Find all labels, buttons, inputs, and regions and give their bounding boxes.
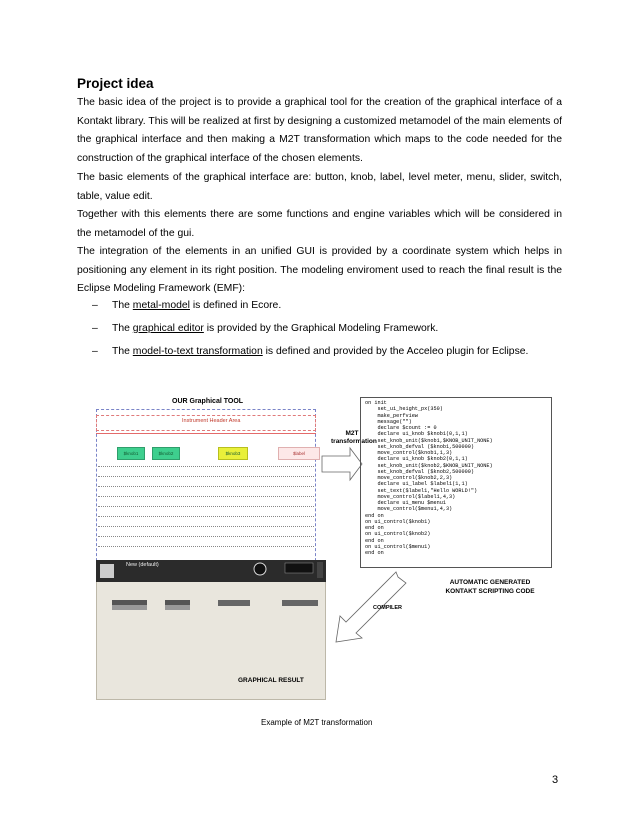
menu-widget — [218, 600, 250, 606]
slider-icon — [317, 562, 323, 578]
paragraph-integration: The integration of the elements in an unified GUI is provided by a coordinate system which helps in positioning any element in its right position. The modeling enviroment used to reach the final result is the Eclipse Modeling Framework (EMF): — [77, 246, 562, 295]
meter-icon — [285, 563, 313, 573]
instrument-icon — [100, 564, 114, 578]
bullet-item: – The model-to-text transformation is defined and provided by the Acceleo plugin for Eclipse. — [92, 346, 529, 357]
paragraph-functions: Together with this elements there are some functions and engine variables which will be considered in the metamodel of the gui. — [77, 209, 562, 239]
figure-caption: Example of M2T transformation — [261, 718, 373, 727]
m2t-label: M2T transformation — [331, 430, 377, 445]
knob-element: $knob2 — [152, 447, 180, 460]
kontakt-code-caption: AUTOMATIC GENERATED KONTAKT SCRIPTING CODE — [445, 579, 535, 595]
kontakt-code-block: on init set_ui_height_px(350) make_perfview message("") declare $count := 0 declare ui_knob $knob1(0,1,1) set_knob_unit($knob1,$KNOB_UNIT_NONE) set_knob_defval ($knob1,500000) move_control($knob1,1,3) declare ui_knob $knob2(0,1,1) set_knob_unit($knob2,$KNOB_UNIT_NONE) set_knob_defval ($knob2,500000) move_control($knob2,2,3) declare ui_label $label1(1,1) set_text($label1,"Hello WORLD!") move_control($label1,4,3) declare ui_menu $menu1 move_control($menu1,4,3) end on on ui_control($knob1) end on on ui_control($knob2) end on on ui_control($menu1) end on — [360, 397, 552, 568]
paragraph-elements: The basic elements of the graphical interface are: button, knob, label, level meter, menu, slider, switch, table, value edit. — [77, 172, 562, 202]
graphical-result-title: GRAPHICAL RESULT — [238, 677, 304, 684]
bullet-item: – The graphical editor is provided by the Graphical Modeling Framework. — [92, 323, 439, 334]
knob-element: $knob1 — [117, 447, 145, 460]
graphical-editor-link[interactable]: graphical editor — [132, 323, 204, 334]
label-widget — [282, 600, 318, 606]
compiler-label: COMPILER — [373, 605, 403, 611]
knob-widget — [112, 600, 147, 605]
knob-widget-value — [112, 605, 147, 610]
section-heading: Project idea — [77, 76, 154, 91]
m2t-link[interactable]: model-to-text transformation — [132, 346, 263, 357]
metal-model-link[interactable]: metal-model — [132, 300, 190, 311]
tool-title: OUR Graphical TOOL — [172, 398, 244, 405]
header-area-label: Instrument Header Area — [182, 418, 241, 424]
paragraph-intro: The basic idea of the project is to provide a graphical tool for the creation of the graphical interface of a Kontakt library. This will be realized at first by designing a customized metamodel of the main elements of the graphical interface and then making a M2T transformation which maps to the code needed for the construction of the graphical interface of the chosen elements. — [77, 97, 562, 164]
knob-widget — [165, 600, 190, 605]
label-element: $label — [278, 447, 320, 460]
bullet-item: – The metal-model is defined in Ecore. — [92, 300, 282, 311]
knob-widget-value — [165, 605, 190, 610]
page-number: 3 — [552, 774, 559, 786]
tune-knob-icon — [254, 563, 266, 575]
instrument-name: New (default) — [126, 562, 159, 568]
knob-element: $knob3 — [218, 447, 248, 460]
